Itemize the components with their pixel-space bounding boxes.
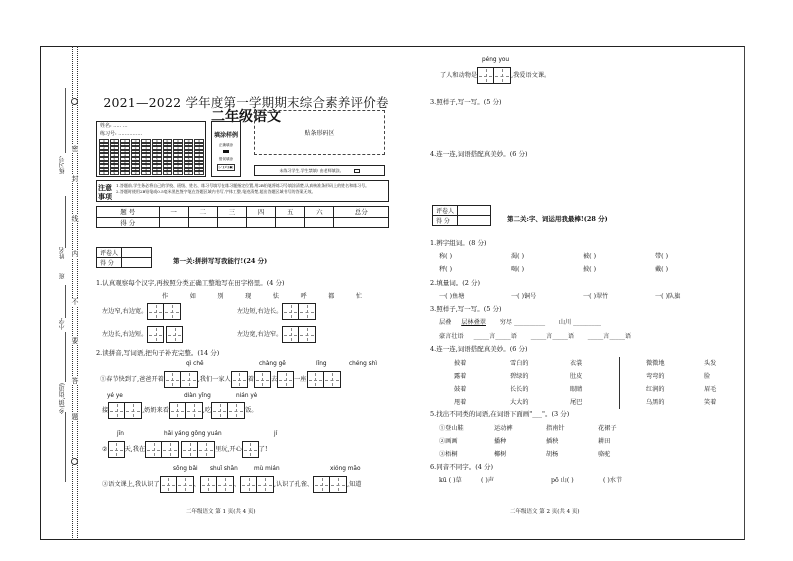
tianzige-box[interactable] bbox=[169, 402, 186, 419]
tianzige-box[interactable] bbox=[282, 326, 299, 343]
reviewer-label: 评卷人 bbox=[97, 248, 122, 258]
omr-bubble[interactable]: 9 bbox=[194, 171, 204, 175]
omr-bubble[interactable]: 6 bbox=[194, 161, 204, 165]
name-label: 姓名 bbox=[59, 247, 66, 259]
match-col-1[interactable]: 披着 露着 鼓着 甩着 bbox=[454, 360, 467, 406]
omr-bubble[interactable]: 9 bbox=[163, 171, 173, 175]
omr-bubble[interactable]: 8 bbox=[99, 168, 109, 172]
field-line bbox=[65, 285, 66, 318]
omr-bubble[interactable]: 8 bbox=[173, 168, 183, 172]
omr-bubble[interactable]: 6 bbox=[120, 161, 130, 165]
pinyin-label: diàn yǐng bbox=[184, 393, 211, 399]
pinyin-label: mù mián bbox=[254, 466, 280, 472]
omr-bubble[interactable]: 0 bbox=[194, 139, 204, 143]
omr-bubble[interactable]: 0 bbox=[152, 139, 162, 143]
omr-column[interactable] bbox=[194, 139, 204, 175]
omr-bubble[interactable]: 6 bbox=[163, 161, 173, 165]
omr-bubble[interactable]: 3 bbox=[99, 150, 109, 154]
tianzige-box[interactable] bbox=[299, 326, 316, 343]
pinyin-label: yé ye bbox=[107, 393, 123, 399]
seal-line bbox=[72, 46, 78, 540]
seal-char: 密 bbox=[71, 145, 79, 153]
answer-blank[interactable]: _____ bbox=[609, 333, 625, 340]
p2-s2-q2-row: 一( )鱼塘 一( )铜号 一( )翠竹 一( )队旗 bbox=[439, 293, 681, 300]
p2-s2-q4-matching bbox=[454, 357, 744, 409]
omr-bubble[interactable]: 4 bbox=[131, 153, 141, 157]
omr-bubble[interactable]: 8 bbox=[110, 168, 120, 172]
omr-column[interactable] bbox=[131, 139, 141, 175]
tianzige-box[interactable] bbox=[228, 402, 245, 419]
omr-bubble[interactable]: 7 bbox=[120, 164, 130, 168]
omr-bubble[interactable]: 4 bbox=[99, 153, 109, 157]
omr-bubble[interactable]: 3 bbox=[110, 150, 120, 154]
pinyin-label: chàng gē bbox=[259, 361, 286, 367]
tianzige-box[interactable] bbox=[200, 476, 217, 493]
omr-bubble[interactable]: 8 bbox=[194, 168, 204, 172]
tianzige-box[interactable] bbox=[313, 476, 330, 493]
omr-bubble[interactable]: 8 bbox=[131, 168, 141, 172]
wrong-fill-label: 错误填涂 bbox=[219, 157, 233, 161]
score-cell[interactable] bbox=[458, 216, 491, 226]
omr-bubble[interactable]: 4 bbox=[120, 153, 130, 157]
match-col-2[interactable]: 雪白的 碧绿的 长长的 大大的 bbox=[510, 360, 529, 406]
score-cell[interactable] bbox=[217, 217, 246, 228]
seal-char: 答 bbox=[71, 377, 79, 385]
seal-char: 要 bbox=[71, 337, 79, 345]
omr-bubble[interactable]: 2 bbox=[194, 146, 204, 150]
omr-bubble[interactable]: 1 bbox=[194, 143, 204, 147]
absent-label: 未练习学生,学生禁填! 由老师填涂。 bbox=[279, 167, 344, 173]
score-header: 四 bbox=[247, 207, 276, 218]
tianzige-box[interactable] bbox=[299, 303, 316, 320]
omr-bubble[interactable]: 9 bbox=[110, 171, 120, 175]
correct-fill-label: 正确填涂 bbox=[219, 143, 233, 147]
p2-s2-q3-row1: 层叠 层林叠翠 穷尽 __________ 山川 _________ bbox=[439, 319, 601, 326]
omr-bubble[interactable]: 3 bbox=[173, 150, 183, 154]
p1-q2-sentence2: ② 天,我在 里玩,开心 了! bbox=[102, 441, 267, 458]
omr-bubble[interactable]: 0 bbox=[141, 139, 151, 143]
p1-q2-prompt: 2.读拼音,写词语,把句子补充完整。(14 分) bbox=[96, 349, 220, 357]
fill-sample-box bbox=[211, 121, 241, 177]
tianzige-box[interactable] bbox=[198, 441, 215, 458]
omr-column[interactable] bbox=[163, 139, 173, 175]
omr-bubble[interactable]: 5 bbox=[173, 157, 183, 161]
omr-bubble[interactable]: 2 bbox=[163, 146, 173, 150]
omr-bubble[interactable]: 4 bbox=[141, 153, 151, 157]
correct-fill-mark-icon bbox=[223, 150, 229, 153]
tianzige-box[interactable] bbox=[211, 402, 228, 419]
answer-blank[interactable]: _________ bbox=[573, 319, 601, 326]
omr-bubble[interactable]: 3 bbox=[184, 150, 194, 154]
class-label: 班 bbox=[59, 273, 66, 279]
omr-bubble[interactable]: 0 bbox=[173, 139, 183, 143]
answer-blank[interactable]: _____ bbox=[473, 333, 490, 340]
omr-bubble[interactable]: 6 bbox=[141, 161, 151, 165]
omr-bubble[interactable]: 2 bbox=[120, 146, 130, 150]
tianzige-box[interactable] bbox=[324, 371, 341, 388]
tianzige-box[interactable] bbox=[217, 476, 234, 493]
absent-checkbox[interactable] bbox=[354, 169, 360, 173]
score-cell[interactable] bbox=[188, 217, 217, 228]
p1-q2-sentence1-cont: 接 ,奶奶来看 ,吃 饭。 bbox=[102, 402, 257, 419]
pinyin-label: lǐng bbox=[316, 361, 327, 367]
omr-bubble[interactable]: 0 bbox=[131, 139, 141, 143]
student-info-box bbox=[96, 121, 206, 177]
seal-char: 封 bbox=[71, 175, 79, 183]
tianzige-box[interactable] bbox=[330, 476, 347, 493]
omr-bubble[interactable]: 9 bbox=[173, 171, 183, 175]
answer-blank[interactable]: _____ bbox=[530, 333, 547, 340]
p2-s2-q5-prompt: 5.找出不同类的词语,在词语下面画"___"。(3 分) bbox=[430, 410, 570, 418]
omr-bubble[interactable]: 9 bbox=[131, 171, 141, 175]
omr-bubble[interactable]: 7 bbox=[173, 164, 183, 168]
notice-item: 1.答题前,学生务必将自己的学校、班级、姓名、练习号填写在练习题指定位置,用2B铅笔将练习号填涂清楚,认真核准条形码上的姓名和练习号。 bbox=[116, 183, 370, 188]
omr-bubble[interactable]: 9 bbox=[184, 171, 194, 175]
tianzige-box[interactable] bbox=[160, 476, 177, 493]
tianzige-box[interactable] bbox=[108, 441, 125, 458]
p1-q1-prompt: 1.认真观察每个汉字,再按照分类正确工整地写在田字格里。(4 分) bbox=[96, 279, 285, 287]
p2-s2-q1-row: 秤( ) 喝( ) 披( ) 戴( ) bbox=[439, 266, 668, 273]
field-line bbox=[65, 412, 66, 482]
score-table bbox=[96, 206, 389, 228]
practice-no-field[interactable]: 练习号: ............... bbox=[100, 131, 143, 137]
omr-bubble[interactable]: 1 bbox=[99, 143, 109, 147]
omr-bubble[interactable]: 7 bbox=[99, 164, 109, 168]
score-cell[interactable] bbox=[276, 217, 305, 228]
omr-bubble[interactable]: 6 bbox=[184, 161, 194, 165]
tianzige-box[interactable] bbox=[177, 476, 194, 493]
tianzige-box[interactable] bbox=[282, 303, 299, 320]
score-header: 六 bbox=[305, 207, 334, 218]
score-header: 题 号 bbox=[97, 207, 160, 218]
wrong-fill-mark-icon: [✓][✗][●] bbox=[218, 165, 234, 169]
omr-bubble[interactable]: 2 bbox=[131, 146, 141, 150]
omr-bubble[interactable]: 4 bbox=[110, 153, 120, 157]
tianzige-box[interactable] bbox=[477, 67, 494, 84]
p1-q2-sentence1: ①春节快到了,爸爸开着 ,我们一家人 着 去 一座 bbox=[100, 371, 341, 388]
pinyin-label: péng you bbox=[482, 57, 510, 63]
omr-column[interactable] bbox=[110, 139, 120, 175]
p2-s2-q5-rows: ①登山鞋 运动裤 指南针 花裙子 ②画画 播种 插秧 耕田 ③梧桐 椰树 胡杨 骆驼 bbox=[439, 425, 617, 458]
omr-bubble[interactable]: 5 bbox=[131, 157, 141, 161]
tianzige-box[interactable] bbox=[162, 441, 179, 458]
omr-bubble[interactable]: 1 bbox=[163, 143, 173, 147]
omr-bubble[interactable]: 2 bbox=[173, 146, 183, 150]
omr-bubble[interactable]: 0 bbox=[120, 139, 130, 143]
pinyin-label: qì chē bbox=[186, 361, 204, 367]
omr-bubble[interactable]: 9 bbox=[141, 171, 151, 175]
tianzige-box[interactable] bbox=[164, 303, 181, 320]
section1-title: 第一关:拼拼写写我能行!(24 分) bbox=[173, 257, 268, 265]
township-label: 乡(镇,街道) bbox=[59, 383, 66, 414]
p2-s2-q3-prompt: 3.照样子,写一写。(5 分) bbox=[430, 305, 502, 313]
omr-column[interactable] bbox=[99, 139, 109, 175]
omr-bubble[interactable]: 1 bbox=[152, 143, 162, 147]
field-line bbox=[65, 88, 66, 153]
p1-q1-row: 左边短,右边长。 bbox=[237, 303, 316, 320]
p2-s2-q3-row2: 豪言壮语 _____言_____语 _____言_____语 _____言_____语 bbox=[439, 333, 632, 340]
p1-q1-chars: 作 如 别 现 怯 呼 都 忙 bbox=[162, 293, 362, 300]
omr-bubble[interactable]: 2 bbox=[184, 146, 194, 150]
notice-item: 2.答题时使用2B铅笔或0.5毫米黑色签字笔在答题区域内书写,字体工整,笔迹清楚,超出答题区域书写的答案无效。 bbox=[116, 188, 316, 194]
omr-bubble[interactable]: 4 bbox=[194, 153, 204, 157]
score-label: 得 分 bbox=[97, 258, 122, 268]
pinyin-label: jīn bbox=[117, 431, 124, 437]
omr-column[interactable] bbox=[173, 139, 183, 175]
score-cell[interactable] bbox=[305, 217, 334, 228]
omr-column[interactable] bbox=[184, 139, 194, 175]
omr-bubble[interactable]: 9 bbox=[120, 171, 130, 175]
omr-bubble[interactable]: 3 bbox=[141, 150, 151, 154]
tianzige-box[interactable] bbox=[231, 371, 248, 388]
pinyin-label: nián yè bbox=[236, 393, 258, 399]
answer-blank[interactable]: _____ bbox=[495, 333, 511, 340]
tianzige-box[interactable] bbox=[108, 402, 125, 419]
omr-bubble[interactable]: 7 bbox=[131, 164, 141, 168]
omr-bubble[interactable]: 2 bbox=[152, 146, 162, 150]
omr-bubble[interactable]: 1 bbox=[131, 143, 141, 147]
omr-bubble[interactable]: 7 bbox=[110, 164, 120, 168]
omr-column[interactable] bbox=[152, 139, 162, 175]
binding-hole-icon bbox=[71, 98, 78, 105]
absent-mark-row bbox=[254, 165, 385, 176]
tianzige-box[interactable] bbox=[254, 371, 271, 388]
omr-bubble[interactable]: 7 bbox=[194, 164, 204, 168]
omr-bubble[interactable]: 6 bbox=[99, 161, 109, 165]
seal-char: 题 bbox=[71, 413, 79, 421]
score-header: 一 bbox=[159, 207, 188, 218]
tianzige-box[interactable] bbox=[166, 326, 183, 343]
name-field[interactable]: 姓名: ..... ... bbox=[100, 123, 128, 129]
tianzige-box[interactable] bbox=[147, 326, 164, 343]
p2-s2-q6-row: kū ( )草 ( )声 pō 山( ) ( )水节 bbox=[439, 477, 623, 484]
match-col-4[interactable]: 微微地 弯弯的 红润的 乌黑的 bbox=[646, 360, 665, 406]
p1-q1-row: 左边窄,右边宽。 bbox=[102, 303, 181, 320]
omr-bubble[interactable]: 5 bbox=[163, 157, 173, 161]
seal-char: 内 bbox=[71, 250, 79, 258]
pinyin-label: hǎi yáng gōng yuán bbox=[164, 431, 222, 437]
field-line bbox=[65, 332, 66, 382]
tianzige-box[interactable] bbox=[164, 371, 181, 388]
practice-no-label: 练习号 bbox=[59, 156, 66, 174]
p2-s2-q4-prompt: 4.连一连,词语搭配真美妙。(6 分) bbox=[430, 345, 528, 353]
school-label: 小学 bbox=[59, 318, 66, 330]
omr-bubble[interactable]: 6 bbox=[110, 161, 120, 165]
match-col-3[interactable]: 衣裳 肚皮 眼睛 尾巴 bbox=[570, 357, 620, 409]
p2-q4-prompt: 4.连一连,词语搭配真美妙。(6 分) bbox=[430, 150, 528, 158]
omr-bubble[interactable]: 5 bbox=[99, 157, 109, 161]
pinyin-label: jí bbox=[274, 431, 278, 437]
omr-bubble[interactable]: 9 bbox=[99, 171, 109, 175]
omr-bubble[interactable]: 0 bbox=[184, 139, 194, 143]
score-header: 总分 bbox=[334, 207, 389, 218]
omr-bubble[interactable]: 3 bbox=[131, 150, 141, 154]
grader-box-section1 bbox=[96, 247, 152, 268]
tianzige-box[interactable] bbox=[125, 402, 142, 419]
p2-s2-q1-row: 称( ) 渴( ) 被( ) 带( ) bbox=[439, 253, 668, 260]
omr-bubble[interactable]: 0 bbox=[99, 139, 109, 143]
score-cell[interactable] bbox=[334, 217, 389, 228]
answer-blank[interactable]: _____ bbox=[552, 333, 568, 340]
omr-bubble[interactable]: 3 bbox=[194, 150, 204, 154]
omr-bubble[interactable]: 4 bbox=[152, 153, 162, 157]
answer-blank[interactable]: __________ bbox=[514, 319, 546, 326]
reviewer-cell[interactable] bbox=[122, 248, 152, 258]
omr-bubble[interactable]: 5 bbox=[184, 157, 194, 161]
omr-bubble[interactable]: 3 bbox=[120, 150, 130, 154]
field-line bbox=[65, 196, 66, 248]
omr-bubble[interactable]: 0 bbox=[110, 139, 120, 143]
omr-bubble[interactable]: 5 bbox=[141, 157, 151, 161]
tianzige-box[interactable] bbox=[242, 441, 259, 458]
omr-bubble[interactable]: 6 bbox=[152, 161, 162, 165]
exam-subject: 二年级语文 bbox=[211, 109, 281, 125]
score-header: 二 bbox=[188, 207, 217, 218]
tianzige-box[interactable] bbox=[307, 371, 324, 388]
tianzige-box[interactable] bbox=[147, 303, 164, 320]
omr-bubble[interactable]: 5 bbox=[194, 157, 204, 161]
omr-bubble[interactable]: 6 bbox=[173, 161, 183, 165]
omr-bubble[interactable]: 0 bbox=[163, 139, 173, 143]
reviewer-cell[interactable] bbox=[458, 206, 491, 216]
omr-bubble[interactable]: 4 bbox=[184, 153, 194, 157]
p1-q1-row: 左边宽,右边窄。 bbox=[237, 326, 316, 343]
omr-bubble[interactable]: 2 bbox=[141, 146, 151, 150]
omr-bubble[interactable]: 8 bbox=[141, 168, 151, 172]
seal-char: 线 bbox=[71, 215, 79, 223]
omr-bubble[interactable]: 1 bbox=[173, 143, 183, 147]
p1-q2-sentence3: ③语文课上,我认识了 、 、 ,认识了孔雀、 ,知道 bbox=[102, 476, 361, 493]
tianzige-box[interactable] bbox=[257, 476, 274, 493]
page1-footer: 二年级语文 第 1 页(共 4 页) bbox=[186, 509, 256, 515]
score-row-label: 得 分 bbox=[97, 217, 160, 228]
exam-title: 2021—2022 学年度第一学期期末综合素养评价卷 bbox=[103, 95, 389, 110]
pinyin-label: xióng māo bbox=[330, 466, 361, 472]
omr-bubble[interactable]: 8 bbox=[163, 168, 173, 172]
tianzige-box[interactable] bbox=[181, 371, 198, 388]
tianzige-box[interactable] bbox=[181, 441, 198, 458]
omr-bubble[interactable]: 4 bbox=[173, 153, 183, 157]
omr-bubble[interactable]: 1 bbox=[110, 143, 120, 147]
answer-blank[interactable]: _____ bbox=[587, 333, 604, 340]
p2-s2-q6-prompt: 6.同音不同字。(4 分) bbox=[430, 463, 493, 471]
notice-label: 注意事项 bbox=[98, 183, 112, 201]
binding-hole-icon bbox=[71, 458, 78, 465]
omr-bubble[interactable]: 3 bbox=[152, 150, 162, 154]
score-cell[interactable] bbox=[247, 217, 276, 228]
p2-continued-sentence: 了人和动物是 ,我爱语文课。 bbox=[440, 67, 550, 84]
score-header: 三 bbox=[217, 207, 246, 218]
section2-title: 第二关:字、词运用我最棒!(28 分) bbox=[507, 215, 608, 223]
omr-column[interactable] bbox=[141, 139, 151, 175]
barcode-area: 贴条形码区 bbox=[254, 110, 385, 155]
omr-bubble[interactable]: 3 bbox=[163, 150, 173, 154]
tianzige-box[interactable] bbox=[240, 476, 257, 493]
omr-bubble[interactable]: 2 bbox=[110, 146, 120, 150]
fill-sample-heading: 填涂样例 bbox=[213, 132, 238, 139]
omr-bubble[interactable]: 1 bbox=[141, 143, 151, 147]
omr-bubble[interactable]: 8 bbox=[152, 168, 162, 172]
score-header: 五 bbox=[276, 207, 305, 218]
score-cell[interactable] bbox=[122, 258, 152, 268]
p2-s2-q2-prompt: 2.填量词。(2 分) bbox=[430, 279, 480, 287]
omr-bubble[interactable]: 4 bbox=[163, 153, 173, 157]
grader-box-section2 bbox=[432, 205, 491, 226]
tianzige-box[interactable] bbox=[277, 371, 294, 388]
score-label: 得 分 bbox=[433, 216, 458, 226]
omr-bubble[interactable]: 1 bbox=[184, 143, 194, 147]
omr-grid[interactable] bbox=[99, 139, 204, 175]
omr-bubble[interactable]: 8 bbox=[120, 168, 130, 172]
omr-bubble[interactable]: 2 bbox=[99, 146, 109, 150]
tianzige-box[interactable] bbox=[186, 402, 203, 419]
omr-bubble[interactable]: 6 bbox=[131, 161, 141, 165]
match-col-5[interactable]: 头发 脸 眉毛 笑着 bbox=[704, 360, 717, 406]
omr-column[interactable] bbox=[120, 139, 130, 175]
omr-bubble[interactable]: 7 bbox=[163, 164, 173, 168]
p1-q1-row: 左边长,右边短。 bbox=[102, 326, 183, 343]
notice-box bbox=[96, 180, 389, 202]
p2-s2-q1-prompt: 1.辨字组词。(8 分) bbox=[430, 239, 487, 247]
reviewer-label: 评卷人 bbox=[433, 206, 458, 216]
omr-bubble[interactable]: 7 bbox=[152, 164, 162, 168]
pinyin-label: shuǐ shān bbox=[210, 466, 238, 472]
seal-char: 不 bbox=[71, 298, 79, 306]
tianzige-box[interactable] bbox=[145, 441, 162, 458]
omr-bubble[interactable]: 8 bbox=[184, 168, 194, 172]
omr-bubble[interactable]: 5 bbox=[120, 157, 130, 161]
pinyin-label: sōng bǎi bbox=[173, 466, 198, 472]
omr-bubble[interactable]: 5 bbox=[152, 157, 162, 161]
omr-bubble[interactable]: 7 bbox=[141, 164, 151, 168]
omr-bubble[interactable]: 9 bbox=[152, 171, 162, 175]
p2-q3-prompt: 3.照样子,写一写。(5 分) bbox=[430, 98, 502, 106]
omr-bubble[interactable]: 7 bbox=[184, 164, 194, 168]
score-cell[interactable] bbox=[159, 217, 188, 228]
omr-bubble[interactable]: 5 bbox=[110, 157, 120, 161]
page2-footer: 二年级语文 第 2 页(共 4 页) bbox=[510, 509, 580, 515]
tianzige-box[interactable] bbox=[494, 67, 511, 84]
pinyin-label: chéng shì bbox=[349, 361, 377, 367]
omr-bubble[interactable]: 1 bbox=[120, 143, 130, 147]
